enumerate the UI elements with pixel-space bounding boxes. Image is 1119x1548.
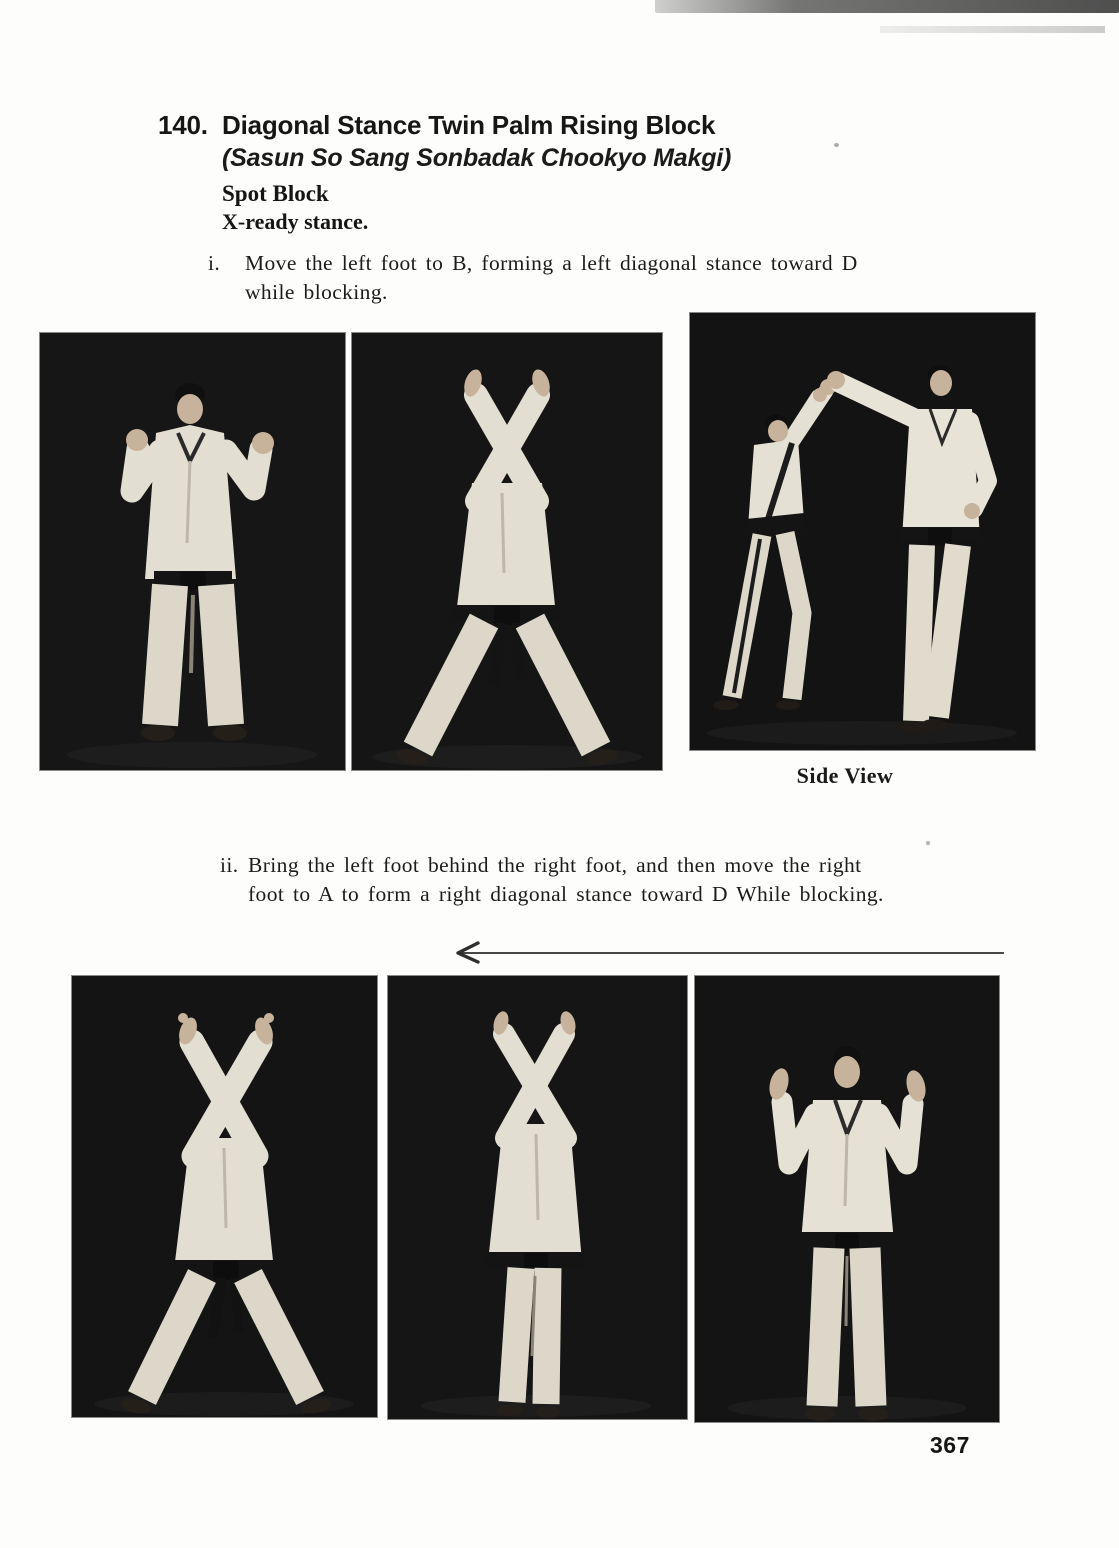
step-ii-line1: Bring the left foot behind the right foot, and then move the right [248, 853, 862, 877]
stance-label: X-ready stance. [222, 209, 369, 234]
side-view-caption: Side View [796, 763, 894, 788]
step-ii-text [248, 851, 884, 909]
technique-title [158, 110, 715, 141]
step-i-text [245, 249, 858, 307]
step-ii [220, 851, 884, 909]
martial-artist-figure [388, 976, 687, 1419]
photo-rising-block-front [352, 333, 662, 770]
step-ii-line2: foot to A to form a right diagonal stance toward D While blocking. [248, 882, 884, 906]
step-i-line1: Move the left foot to B, forming a left diagonal stance toward D [245, 251, 858, 275]
martial-artist-figure [72, 976, 377, 1417]
step-i-marker: i. [208, 251, 221, 275]
photo-open-palms-stance [695, 976, 999, 1422]
photo-block-wide-stance [72, 976, 377, 1417]
scan-artifact-top-bar [655, 0, 1119, 13]
martial-artists-pair-figure [690, 313, 1035, 750]
step-ii-marker: ii. [220, 853, 239, 877]
scan-artifact-streak [880, 26, 1105, 33]
technique-number: 140. [158, 110, 208, 140]
scan-artifact-speck [926, 841, 930, 845]
technique-title-text: Diagonal Stance Twin Palm Rising Block [222, 110, 716, 140]
page-number: 367 [930, 1432, 970, 1458]
step-i [208, 249, 858, 307]
photo-x-ready-front [40, 333, 345, 770]
photo-side-view-partners [690, 313, 1035, 750]
technique-korean-name: (Sasun So Sang Sonbadak Chookyo Makgi) [222, 144, 732, 172]
step-i-line2: while blocking. [245, 280, 388, 304]
martial-artist-figure [40, 333, 345, 770]
martial-artist-figure [695, 976, 999, 1422]
photo-feet-together-block [388, 976, 687, 1419]
direction-arrow-icon [452, 939, 1008, 967]
martial-artist-figure [352, 333, 662, 770]
scan-artifact-speck [834, 143, 839, 147]
block-type-label: Spot Block [222, 181, 329, 206]
